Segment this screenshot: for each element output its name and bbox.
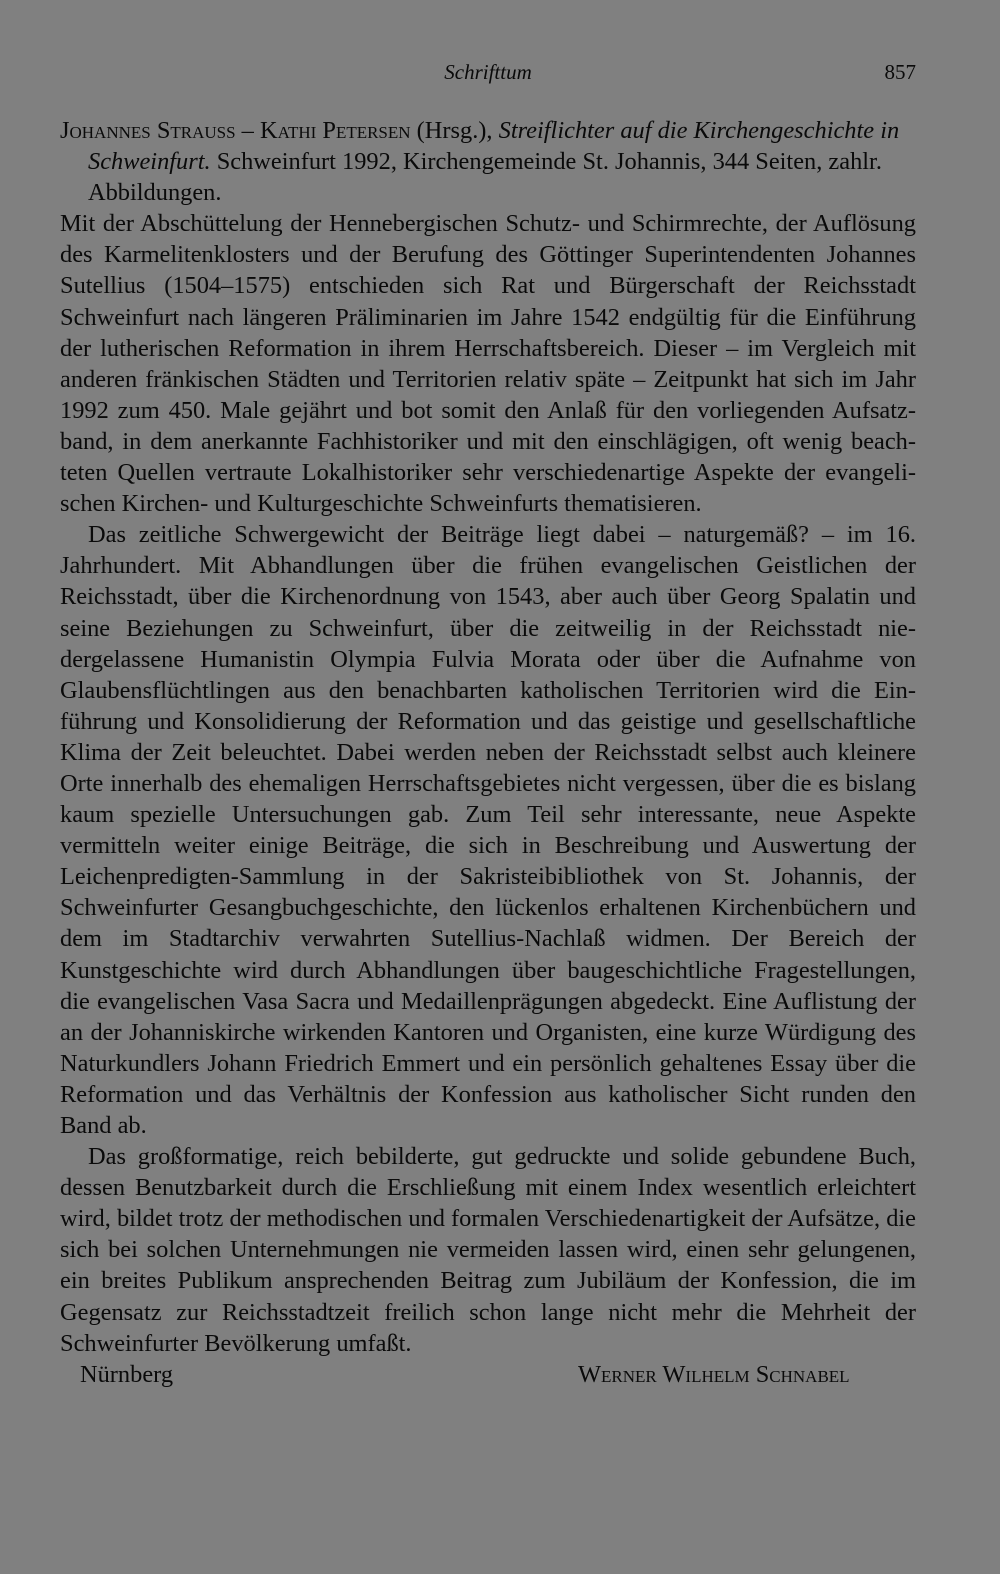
running-title: Schrifttum [444, 60, 532, 84]
citation-publication-details: Schweinfurt 1992, Kirchengemeinde St. Johannis, 344 Seiten, zahlr. Abbildungen. [88, 148, 882, 207]
book-citation [60, 115, 916, 208]
signature-place: Nürnberg [80, 1360, 174, 1388]
review-paragraph-1: Mit der Abschüttelung der Hennebergischen Schutz- und Schirmrechte, der Auflösung des Karmelitenklosters und der Berufung des Göttinger Superintendenten Johannes Sutellius (1504–1575) entschieden sich Rat und Bürgerschaft der Reichsstadt Schweinfurt nach längeren Präliminarien im Jahre 1542 endgültig für die Einführung der lutherischen Reformation in ihrem Herrschaftsbereich. Dieser – im Vergleich mit anderen fränkischen Städten und Territorien relativ späte – Zeitpunkt hat sich im Jahr 1992 zum 450. Male gejährt und bot somit den Anlaß für den vorliegenden Aufsatzband, in dem anerkannte Fachhistoriker und mit den einschlägigen, oft wenig beachteten Quellen vertraute Lokalhistoriker sehr verschiedenartige Aspekte der evangelischen Kirchen- und Kulturgeschichte Schweinfurts thematisieren. [60, 210, 916, 518]
page-number: 857 [884, 60, 916, 84]
citation-editor-note: (Hrsg.), [410, 117, 499, 144]
running-head [60, 60, 916, 90]
review-text-block [60, 115, 916, 1390]
reviewer-name: Werner Wilhelm Schnabel [578, 1360, 850, 1388]
review-paragraph-3: Das großformatige, reich bebilderte, gut gedruckte und solide gebundene Buch, dessen Benutzbarkeit durch die Erschließung mit einem Index wesentlich erleichtert wird, bildet trotz der methodischen und formalen Verschiedenartigkeit der Aufsätze, die sich bei solchen Unternehmungen nie vermeiden lassen wird, einen sehr gelungenen, ein breites Publikum ansprechenden Beitrag zum Jubiläum der Konfession, die im Gegensatz zur Reichsstadtzeit freilich schon lange nicht mehr die Mehrheit der Schweinfurter Bevölkerung umfaßt. [60, 1143, 916, 1357]
review-paragraph-2: Das zeitliche Schwergewicht der Beiträge liegt dabei – naturgemäß? – im 16. Jahrhundert. Mit Abhandlungen über die frühen evangelischen Geistlichen der Reichsstadt, über die Kirchenordnung von 1543, aber auch über Georg Spalatin und seine Beziehungen zu Schweinfurt, über die zeitweilig in der Reichsstadt niedergelassene Humanistin Olympia Fulvia Morata oder über die Aufnahme von Glaubensflüchtlingen aus den benachbarten katholischen Territorien wird die Einführung und Konsolidierung der Reformation und das geistige und gesellschaftliche Klima der Zeit beleuchtet. Dabei werden neben der Reichsstadt selbst auch kleinere Orte innerhalb des ehemaligen Herrschaftsgebietes nicht vergessen, über die es bislang kaum spezielle Untersuchungen gab. Zum Teil sehr interessante, neue Aspekte vermitteln weiter einige Beiträge, die sich in Beschreibung und Auswertung der Leichenpredigten-Sammlung in der Sakristeibibliothek von St. Johannis, der Schweinfurter Gesangbuchgeschichte, den lückenlos erhaltenen Kirchenbüchern und dem im Stadtarchiv verwahrten Sutellius-Nachlaß widmen. Der Bereich der Kunstgeschichte wird durch Abhandlungen über baugeschichtliche Fragestellungen, die evangelischen Vasa Sacra und Medaillenprägungen abgedeckt. Eine Auflistung der an der Johanniskirche wirkenden Kantoren und Organisten, eine kurze Würdigung des Naturkundlers Johann Friedrich Emmert und ein persönlich gehaltenes Essay über die Reformation und das Verhältnis der Konfession aus katholischer Sicht runden den Band ab. [60, 521, 916, 1139]
citation-book-title: Streiflichter auf die Kirchengeschichte in Schweinfurt. [88, 117, 900, 176]
citation-authors: Johannes Strauss – Kathi Petersen [60, 117, 411, 144]
review-signature [60, 1359, 916, 1390]
